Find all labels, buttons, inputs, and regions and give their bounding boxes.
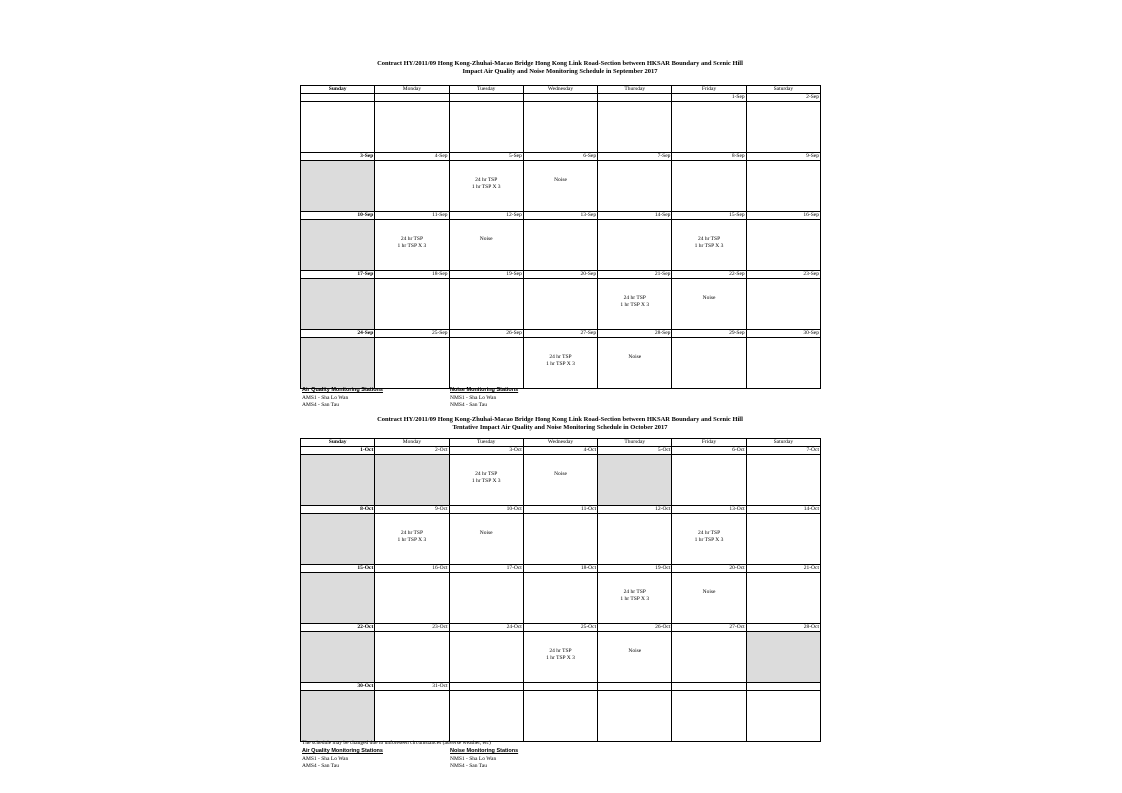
date-label: 8-Sep: [672, 153, 746, 161]
monitoring-event: 24 hr TSP: [623, 589, 646, 595]
air-legend-item: AMS1 - Sha Lo Wan: [302, 394, 349, 401]
day-cell: [523, 102, 597, 153]
date-row: [301, 94, 821, 102]
date-label: [672, 683, 746, 691]
date-label: 19-Sep: [449, 271, 523, 279]
day-cell: [523, 161, 597, 212]
week-row: [301, 455, 821, 506]
september-calendar: [300, 85, 821, 389]
date-label: [449, 94, 523, 102]
monitoring-event: Noise: [702, 589, 716, 595]
date-label: 11-Oct: [523, 506, 597, 514]
date-label: 13-Oct: [672, 506, 746, 514]
monitoring-event: 24 hr TSP: [549, 648, 572, 654]
date-label: 12-Oct: [598, 506, 672, 514]
monitoring-event: 24 hr TSP: [697, 530, 721, 536]
date-label: 26-Sep: [449, 330, 523, 338]
week-row: [301, 279, 821, 330]
day-cell: [746, 691, 820, 742]
day-cell: [523, 455, 597, 506]
monitoring-event: 24 hr TSP: [697, 236, 721, 242]
date-label: 27-Oct: [672, 624, 746, 632]
september-noise-legend: [450, 387, 518, 410]
date-label: 22-Oct: [301, 624, 375, 632]
date-row: [301, 212, 821, 220]
day-cell: [375, 455, 449, 506]
day-cell: [672, 338, 746, 389]
week-row: [301, 161, 821, 212]
day-cell: [301, 514, 375, 565]
date-label: 28-Oct: [746, 624, 820, 632]
day-cell: [375, 220, 449, 271]
day-cell: [598, 338, 672, 389]
date-label: 7-Sep: [598, 153, 672, 161]
air-legend-heading: Air Quality Monitoring Stations: [302, 387, 383, 393]
day-cell: [672, 573, 746, 624]
date-label: 23-Sep: [746, 271, 820, 279]
date-label: 10-Oct: [449, 506, 523, 514]
week-row: [301, 514, 821, 565]
day-cell: [746, 632, 820, 683]
date-label: 20-Sep: [523, 271, 597, 279]
day-cell: [375, 279, 449, 330]
date-label: 13-Sep: [523, 212, 597, 220]
date-label: 4-Sep: [375, 153, 449, 161]
date-label: [301, 94, 375, 102]
weekday-header-wednesday: Wednesday: [523, 439, 597, 447]
date-label: 22-Sep: [672, 271, 746, 279]
date-row: [301, 330, 821, 338]
september-air-legend: [302, 387, 383, 410]
day-cell: [375, 573, 449, 624]
day-cell: [449, 691, 523, 742]
weekday-header-monday: Monday: [375, 86, 449, 94]
date-label: 16-Oct: [375, 565, 449, 573]
week-row: [301, 691, 821, 742]
day-cell: [746, 279, 820, 330]
day-cell: [449, 220, 523, 271]
day-cell: [672, 102, 746, 153]
event-list: [524, 632, 597, 662]
event-list: [598, 279, 671, 309]
monitoring-event: 24 hr TSP: [400, 236, 424, 242]
date-label: [746, 683, 820, 691]
day-cell: [672, 455, 746, 506]
date-label: 30-Sep: [746, 330, 820, 338]
monitoring-event: 1 hr TSP X 3: [694, 537, 724, 543]
date-label: 18-Sep: [375, 271, 449, 279]
date-label: 25-Sep: [375, 330, 449, 338]
day-cell: [301, 161, 375, 212]
date-label: 28-Sep: [598, 330, 672, 338]
monitoring-event: 24 hr TSP: [549, 354, 572, 360]
date-label: 25-Oct: [523, 624, 597, 632]
date-label: 14-Sep: [598, 212, 672, 220]
day-cell: [523, 691, 597, 742]
week-row: [301, 102, 821, 153]
event-list: [524, 455, 597, 478]
date-label: 20-Oct: [672, 565, 746, 573]
monitoring-event: 1 hr TSP X 3: [471, 478, 501, 484]
weekday-header-wednesday: Wednesday: [523, 86, 597, 94]
date-label: 21-Oct: [746, 565, 820, 573]
event-list: [598, 573, 671, 603]
weekday-header-tuesday: Tuesday: [449, 86, 523, 94]
date-label: 2-Sep: [746, 94, 820, 102]
noise-legend-heading: Noise Monitoring Stations: [450, 387, 519, 393]
day-cell: [598, 220, 672, 271]
day-cell: [375, 691, 449, 742]
day-cell: [301, 691, 375, 742]
day-cell: [523, 279, 597, 330]
weekday-header-sunday: Sunday: [301, 439, 375, 447]
day-cell: [598, 455, 672, 506]
date-label: 16-Sep: [746, 212, 820, 220]
day-cell: [301, 338, 375, 389]
date-label: 15-Oct: [301, 565, 375, 573]
day-cell: [598, 161, 672, 212]
day-cell: [746, 220, 820, 271]
date-label: 2-Oct: [375, 447, 449, 455]
monitoring-event: Noise: [479, 236, 493, 242]
october-calendar: [300, 438, 821, 742]
date-row: [301, 153, 821, 161]
schedule-note: The schedule may be changed due to unforeseen circumstances (adverse weather, etc): [302, 740, 491, 746]
weekday-header-saturday: Saturday: [746, 439, 820, 447]
monitoring-event: 24 hr TSP: [475, 471, 498, 477]
day-cell: [598, 573, 672, 624]
event-list: [598, 632, 671, 655]
day-cell: [523, 573, 597, 624]
date-label: 8-Oct: [301, 506, 375, 514]
date-label: 1-Sep: [672, 94, 746, 102]
day-cell: [301, 102, 375, 153]
week-row: [301, 338, 821, 389]
october-title-line1: Contract HY/2011/09 Hong Kong-Zhuhai-Macao Bridge Hong Kong Link Road-Section between HKSAR Boundary and Scenic Hill: [377, 416, 743, 423]
date-label: 18-Oct: [523, 565, 597, 573]
day-cell: [449, 514, 523, 565]
event-list: [672, 573, 745, 596]
weekday-header-saturday: Saturday: [746, 86, 820, 94]
october-air-legend: [302, 748, 383, 771]
event-list: [375, 220, 448, 250]
monitoring-event: Noise: [628, 354, 642, 360]
noise-legend-heading: Noise Monitoring Stations: [450, 748, 519, 754]
weekday-header-row: [301, 439, 821, 447]
event-list: [672, 514, 745, 544]
weekday-header-sunday: Sunday: [301, 86, 375, 94]
event-list: [375, 514, 448, 544]
monitoring-event: 1 hr TSP X 3: [471, 184, 501, 190]
event-list: [524, 161, 597, 184]
date-label: 9-Sep: [746, 153, 820, 161]
date-label: [523, 683, 597, 691]
date-label: 21-Sep: [598, 271, 672, 279]
day-cell: [746, 161, 820, 212]
date-label: 29-Sep: [672, 330, 746, 338]
day-cell: [598, 102, 672, 153]
monitoring-event: Noise: [554, 177, 567, 183]
air-legend-item: AMS4 - San Tau: [302, 763, 339, 769]
date-row: [301, 447, 821, 455]
day-cell: [523, 514, 597, 565]
date-label: 12-Sep: [449, 212, 523, 220]
date-label: 3-Oct: [449, 447, 523, 455]
event-list: [524, 338, 597, 368]
date-label: 3-Sep: [301, 153, 375, 161]
date-label: 4-Oct: [523, 447, 597, 455]
monitoring-event: Noise: [479, 530, 493, 536]
monitoring-event: 1 hr TSP X 3: [397, 537, 427, 543]
event-list: [598, 338, 671, 361]
date-row: [301, 624, 821, 632]
september-title-line2: Impact Air Quality and Noise Monitoring Schedule in September 2017: [462, 68, 658, 75]
weekday-header-thursday: Thursday: [598, 439, 672, 447]
date-label: 6-Oct: [672, 447, 746, 455]
day-cell: [449, 632, 523, 683]
monitoring-event: 1 hr TSP X 3: [546, 655, 575, 661]
event-list: [450, 514, 523, 537]
date-label: 9-Oct: [375, 506, 449, 514]
date-label: [598, 683, 672, 691]
day-cell: [523, 632, 597, 683]
date-label: 14-Oct: [746, 506, 820, 514]
event-list: [450, 455, 523, 485]
date-row: [301, 565, 821, 573]
day-cell: [598, 279, 672, 330]
date-label: 6-Sep: [523, 153, 597, 161]
date-label: 23-Oct: [375, 624, 449, 632]
week-row: [301, 573, 821, 624]
weekday-header-friday: Friday: [672, 86, 746, 94]
date-label: [598, 94, 672, 102]
weekday-header-monday: Monday: [375, 439, 449, 447]
monitoring-event: Noise: [702, 295, 716, 301]
day-cell: [598, 632, 672, 683]
noise-legend-item: NMS1 - Sha Lo Wan: [450, 755, 497, 762]
date-label: 10-Sep: [301, 212, 375, 220]
air-legend-heading: Air Quality Monitoring Stations: [302, 748, 383, 754]
date-label: [375, 94, 449, 102]
day-cell: [301, 455, 375, 506]
monitoring-event: 1 hr TSP X 3: [620, 302, 650, 308]
air-legend-item: AMS4 - San Tau: [302, 402, 339, 408]
day-cell: [523, 338, 597, 389]
september-title-line1: Contract HY/2011/09 Hong Kong-Zhuhai-Macao Bridge Hong Kong Link Road-Section between HKSAR Boundary and Scenic Hill: [377, 60, 743, 67]
date-label: 1-Oct: [301, 447, 375, 455]
day-cell: [449, 338, 523, 389]
date-label: 7-Oct: [746, 447, 820, 455]
day-cell: [672, 632, 746, 683]
day-cell: [375, 514, 449, 565]
monitoring-event: Noise: [628, 648, 642, 654]
date-label: [523, 94, 597, 102]
date-row: [301, 271, 821, 279]
air-legend-item: AMS1 - Sha Lo Wan: [302, 755, 349, 762]
weekday-header-thursday: Thursday: [598, 86, 672, 94]
day-cell: [672, 220, 746, 271]
date-label: 19-Oct: [598, 565, 672, 573]
october-noise-legend: [450, 748, 518, 771]
day-cell: [598, 514, 672, 565]
date-label: 24-Oct: [449, 624, 523, 632]
day-cell: [375, 632, 449, 683]
day-cell: [301, 220, 375, 271]
week-row: [301, 220, 821, 271]
day-cell: [672, 279, 746, 330]
day-cell: [598, 691, 672, 742]
day-cell: [746, 573, 820, 624]
monitoring-event: 1 hr TSP X 3: [694, 243, 724, 249]
weekday-header-friday: Friday: [672, 439, 746, 447]
day-cell: [449, 102, 523, 153]
day-cell: [672, 161, 746, 212]
date-label: 26-Oct: [598, 624, 672, 632]
event-list: [672, 279, 745, 302]
day-cell: [746, 338, 820, 389]
monitoring-event: 24 hr TSP: [400, 530, 424, 536]
monitoring-event: 1 hr TSP X 3: [397, 243, 427, 249]
date-label: 24-Sep: [301, 330, 375, 338]
day-cell: [449, 161, 523, 212]
september-title: [300, 60, 820, 76]
date-row: [301, 506, 821, 514]
day-cell: [375, 102, 449, 153]
october-title: [300, 416, 820, 432]
date-label: 15-Sep: [672, 212, 746, 220]
event-list: [672, 220, 745, 250]
date-label: [449, 683, 523, 691]
date-row: [301, 683, 821, 691]
day-cell: [375, 338, 449, 389]
noise-legend-item: NMS4 - San Tau: [450, 402, 487, 408]
event-list: [450, 161, 523, 191]
monitoring-event: Noise: [554, 471, 567, 477]
noise-legend-item: NMS1 - Sha Lo Wan: [450, 394, 497, 401]
day-cell: [672, 514, 746, 565]
date-label: 31-Oct: [375, 683, 449, 691]
monitoring-event: 1 hr TSP X 3: [546, 361, 575, 367]
day-cell: [375, 161, 449, 212]
date-label: 17-Sep: [301, 271, 375, 279]
day-cell: [523, 220, 597, 271]
monitoring-event: 24 hr TSP: [623, 295, 646, 301]
date-label: 17-Oct: [449, 565, 523, 573]
event-list: [450, 220, 523, 243]
weekday-header-tuesday: Tuesday: [449, 439, 523, 447]
day-cell: [449, 573, 523, 624]
october-title-line2: Tentative Impact Air Quality and Noise Monitoring Schedule in October 2017: [452, 424, 668, 431]
weekday-header-row: [301, 86, 821, 94]
date-label: 5-Sep: [449, 153, 523, 161]
day-cell: [301, 279, 375, 330]
date-label: 27-Sep: [523, 330, 597, 338]
date-label: 5-Oct: [598, 447, 672, 455]
monitoring-event: 1 hr TSP X 3: [620, 596, 650, 602]
day-cell: [301, 573, 375, 624]
day-cell: [449, 279, 523, 330]
date-label: 30-Oct: [301, 683, 375, 691]
day-cell: [672, 691, 746, 742]
day-cell: [746, 514, 820, 565]
day-cell: [449, 455, 523, 506]
day-cell: [746, 455, 820, 506]
date-label: 11-Sep: [375, 212, 449, 220]
day-cell: [746, 102, 820, 153]
week-row: [301, 632, 821, 683]
monitoring-event: 24 hr TSP: [475, 177, 498, 183]
day-cell: [301, 632, 375, 683]
noise-legend-item: NMS4 - San Tau: [450, 763, 487, 769]
